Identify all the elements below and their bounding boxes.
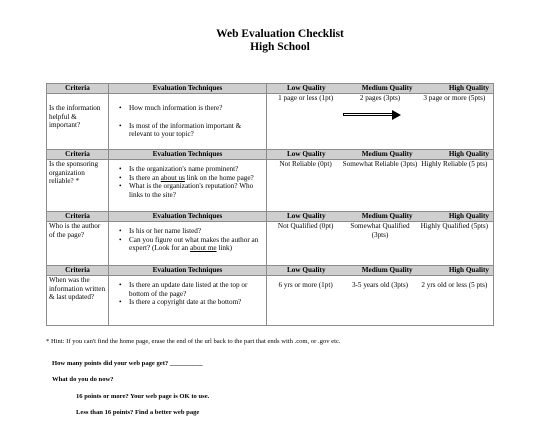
quality-header — [267, 212, 494, 222]
low-quality-header: Low Quality — [287, 212, 326, 220]
technique-item: • Is there a copyright date at the bottom? — [121, 298, 264, 307]
techniques-header: Evaluation Techniques — [109, 150, 267, 160]
medium-quality-header: Medium Quality — [361, 212, 413, 220]
technique-item: • Can you figure out what makes the author an expert? (Look for an about me link) — [121, 236, 264, 253]
high-quality-header: High Quality — [448, 84, 489, 92]
criteria-header: Criteria — [47, 150, 109, 160]
quality-header — [267, 266, 494, 276]
table-header-row — [47, 266, 494, 276]
technique-item: • What is the organization's reputation? Who links to the site? — [121, 182, 264, 199]
technique-item: • Is his or her name listed? — [121, 227, 264, 236]
quality-header — [267, 150, 494, 160]
technique-item: • How much information is there? — [121, 104, 264, 113]
low-quality-header: Low Quality — [287, 84, 326, 92]
low-quality-value: 1 page or less (1pt) — [278, 94, 334, 102]
high-quality-header: High Quality — [448, 150, 489, 158]
quality-cell — [267, 222, 494, 266]
technique-item: • Is the organization's name prominent? — [121, 165, 264, 174]
low-quality-value: 6 yrs or more (1pt) — [278, 281, 333, 289]
medium-quality-value: Somewhat Qualified (3pts) — [350, 222, 410, 239]
techniques-header: Evaluation Techniques — [109, 212, 267, 222]
criteria-cell: Is the sponsoring organization reliable? * — [47, 160, 109, 212]
table-row — [47, 276, 494, 326]
table-row — [47, 160, 494, 212]
quality-cell — [267, 160, 494, 212]
medium-quality-header: Medium Quality — [361, 266, 413, 274]
high-quality-value: 2 yrs old or less (5 pts) — [421, 281, 488, 289]
techniques-cell — [109, 276, 267, 326]
document-subtitle: High School — [250, 41, 310, 53]
high-quality-header: High Quality — [448, 266, 489, 274]
low-quality-header: Low Quality — [287, 266, 326, 274]
points-question: How many points did your web page get? __________ — [52, 360, 203, 367]
criteria-header: Criteria — [47, 266, 109, 276]
table-header-row — [47, 150, 494, 160]
table-header-row — [47, 212, 494, 222]
quality-cell — [267, 94, 494, 150]
table-row — [47, 94, 494, 150]
criteria-header: Criteria — [47, 212, 109, 222]
low-quality-value: Not Qualified (0pt) — [277, 222, 334, 230]
result-find-better: Less than 16 points? Find a better web page — [76, 409, 200, 416]
hint-text: * Hint: If you can't find the home page, erase the end of the url back to the part that ends with .com, or .gov etc. — [46, 338, 341, 345]
technique-item: • Is there an about us link on the home page? — [121, 174, 264, 183]
medium-quality-value: 2 pages (3pts) — [359, 94, 401, 102]
medium-quality-header: Medium Quality — [361, 150, 413, 158]
table-row — [47, 222, 494, 266]
medium-quality-value: Somewhat Reliable (3pts) — [342, 160, 418, 168]
criteria-cell: Is the information helpful & important? — [47, 94, 109, 150]
low-quality-value: Not Reliable (0pt) — [279, 160, 332, 168]
arrow-right-icon — [343, 111, 403, 119]
quality-cell — [267, 276, 494, 326]
technique-item: • Is most of the information important & relevant to your topic? — [121, 122, 264, 139]
medium-quality-value: 3-5 years old (3pts) — [351, 281, 409, 289]
techniques-header: Evaluation Techniques — [109, 84, 267, 94]
criteria-header: Criteria — [47, 84, 109, 94]
techniques-cell — [109, 222, 267, 266]
medium-quality-header: Medium Quality — [361, 84, 413, 92]
document-title: Web Evaluation Checklist — [216, 28, 344, 40]
quality-header — [267, 84, 494, 94]
next-step-question: What do you do now? — [52, 376, 114, 383]
table-header-row — [47, 84, 494, 94]
techniques-cell — [109, 160, 267, 212]
techniques-cell — [109, 94, 267, 150]
criteria-cell: Who is the author of the page? — [47, 222, 109, 266]
high-quality-header: High Quality — [448, 212, 489, 220]
result-ok: 16 points or more? Your web page is OK to use. — [76, 393, 210, 400]
high-quality-value: 3 page or more (5pts) — [423, 94, 486, 102]
technique-item: • Is there an update date listed at the top or bottom of the page? — [121, 281, 264, 298]
low-quality-header: Low Quality — [287, 150, 326, 158]
criteria-cell: When was the information written & last updated? — [47, 276, 109, 326]
high-quality-value: Highly Reliable (5 pts) — [421, 160, 488, 168]
high-quality-value: Highly Qualified (5pts) — [420, 222, 489, 230]
evaluation-table — [46, 83, 494, 326]
techniques-header: Evaluation Techniques — [109, 266, 267, 276]
